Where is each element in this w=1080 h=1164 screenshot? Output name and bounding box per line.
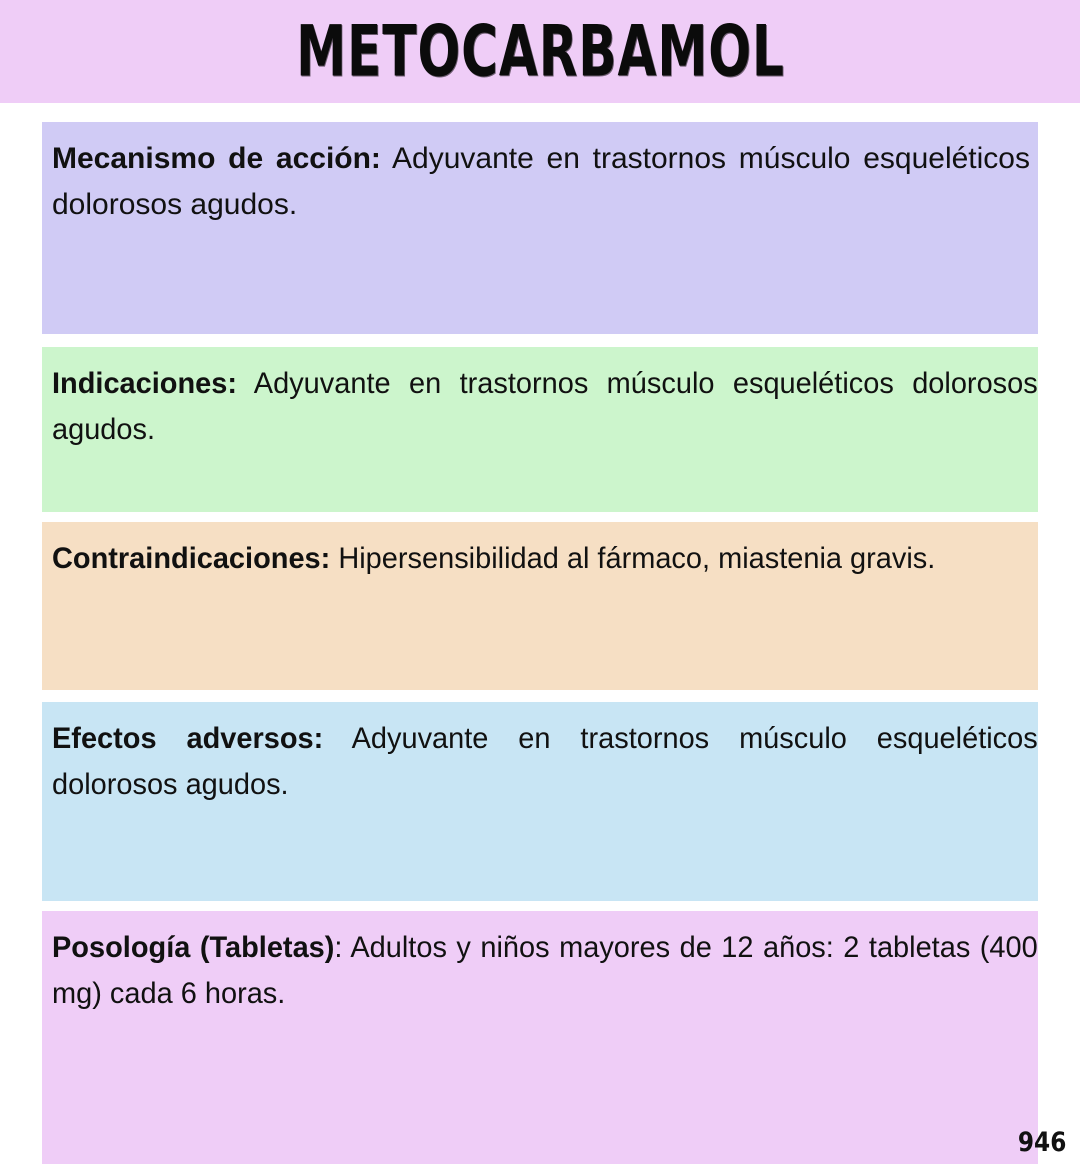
section-label-posologia-tabletas: Posología (Tabletas): [52, 931, 335, 964]
section-mecanismo-de-accion: [42, 122, 1038, 334]
section-body-mecanismo-de-accion: Adyuvante en trastornos músculo esqueléticos dolorosos agudos.: [52, 142, 1030, 221]
section-paragraph: [52, 925, 1045, 1016]
section-body-posologia-tabletas: : Adultos y niños mayores de 12 años: 2 tabletas (400 mg) cada 6 horas.: [52, 931, 1038, 1010]
section-paragraph: [52, 361, 1045, 452]
page-number: 946: [1017, 1127, 1066, 1158]
section-paragraph: [52, 716, 1045, 807]
page-title: METOCARBAMOL: [295, 10, 785, 93]
section-label-efectos-adversos: Efectos adversos:: [52, 722, 324, 755]
section-posologia-tabletas: [42, 911, 1038, 1164]
section-label-contraindicaciones: Contraindicaciones:: [52, 542, 331, 575]
section-paragraph: [52, 536, 1045, 582]
section-paragraph: [52, 136, 1038, 227]
section-body-contraindicaciones: Hipersensibilidad al fármaco, miastenia gravis.: [330, 542, 936, 575]
section-body-efectos-adversos: Adyuvante en trastornos músculo esqueléticos dolorosos agudos.: [52, 722, 1038, 801]
section-label-indicaciones: Indicaciones:: [52, 367, 238, 400]
section-indicaciones: [42, 347, 1038, 512]
section-label-mecanismo-de-accion: Mecanismo de acción:: [52, 142, 381, 175]
section-efectos-adversos: [42, 702, 1038, 901]
section-body-indicaciones: Adyuvante en trastornos músculo esqueléticos dolorosos agudos.: [52, 367, 1038, 446]
drug-title-banner: [0, 0, 1080, 103]
section-contraindicaciones: [42, 522, 1038, 690]
